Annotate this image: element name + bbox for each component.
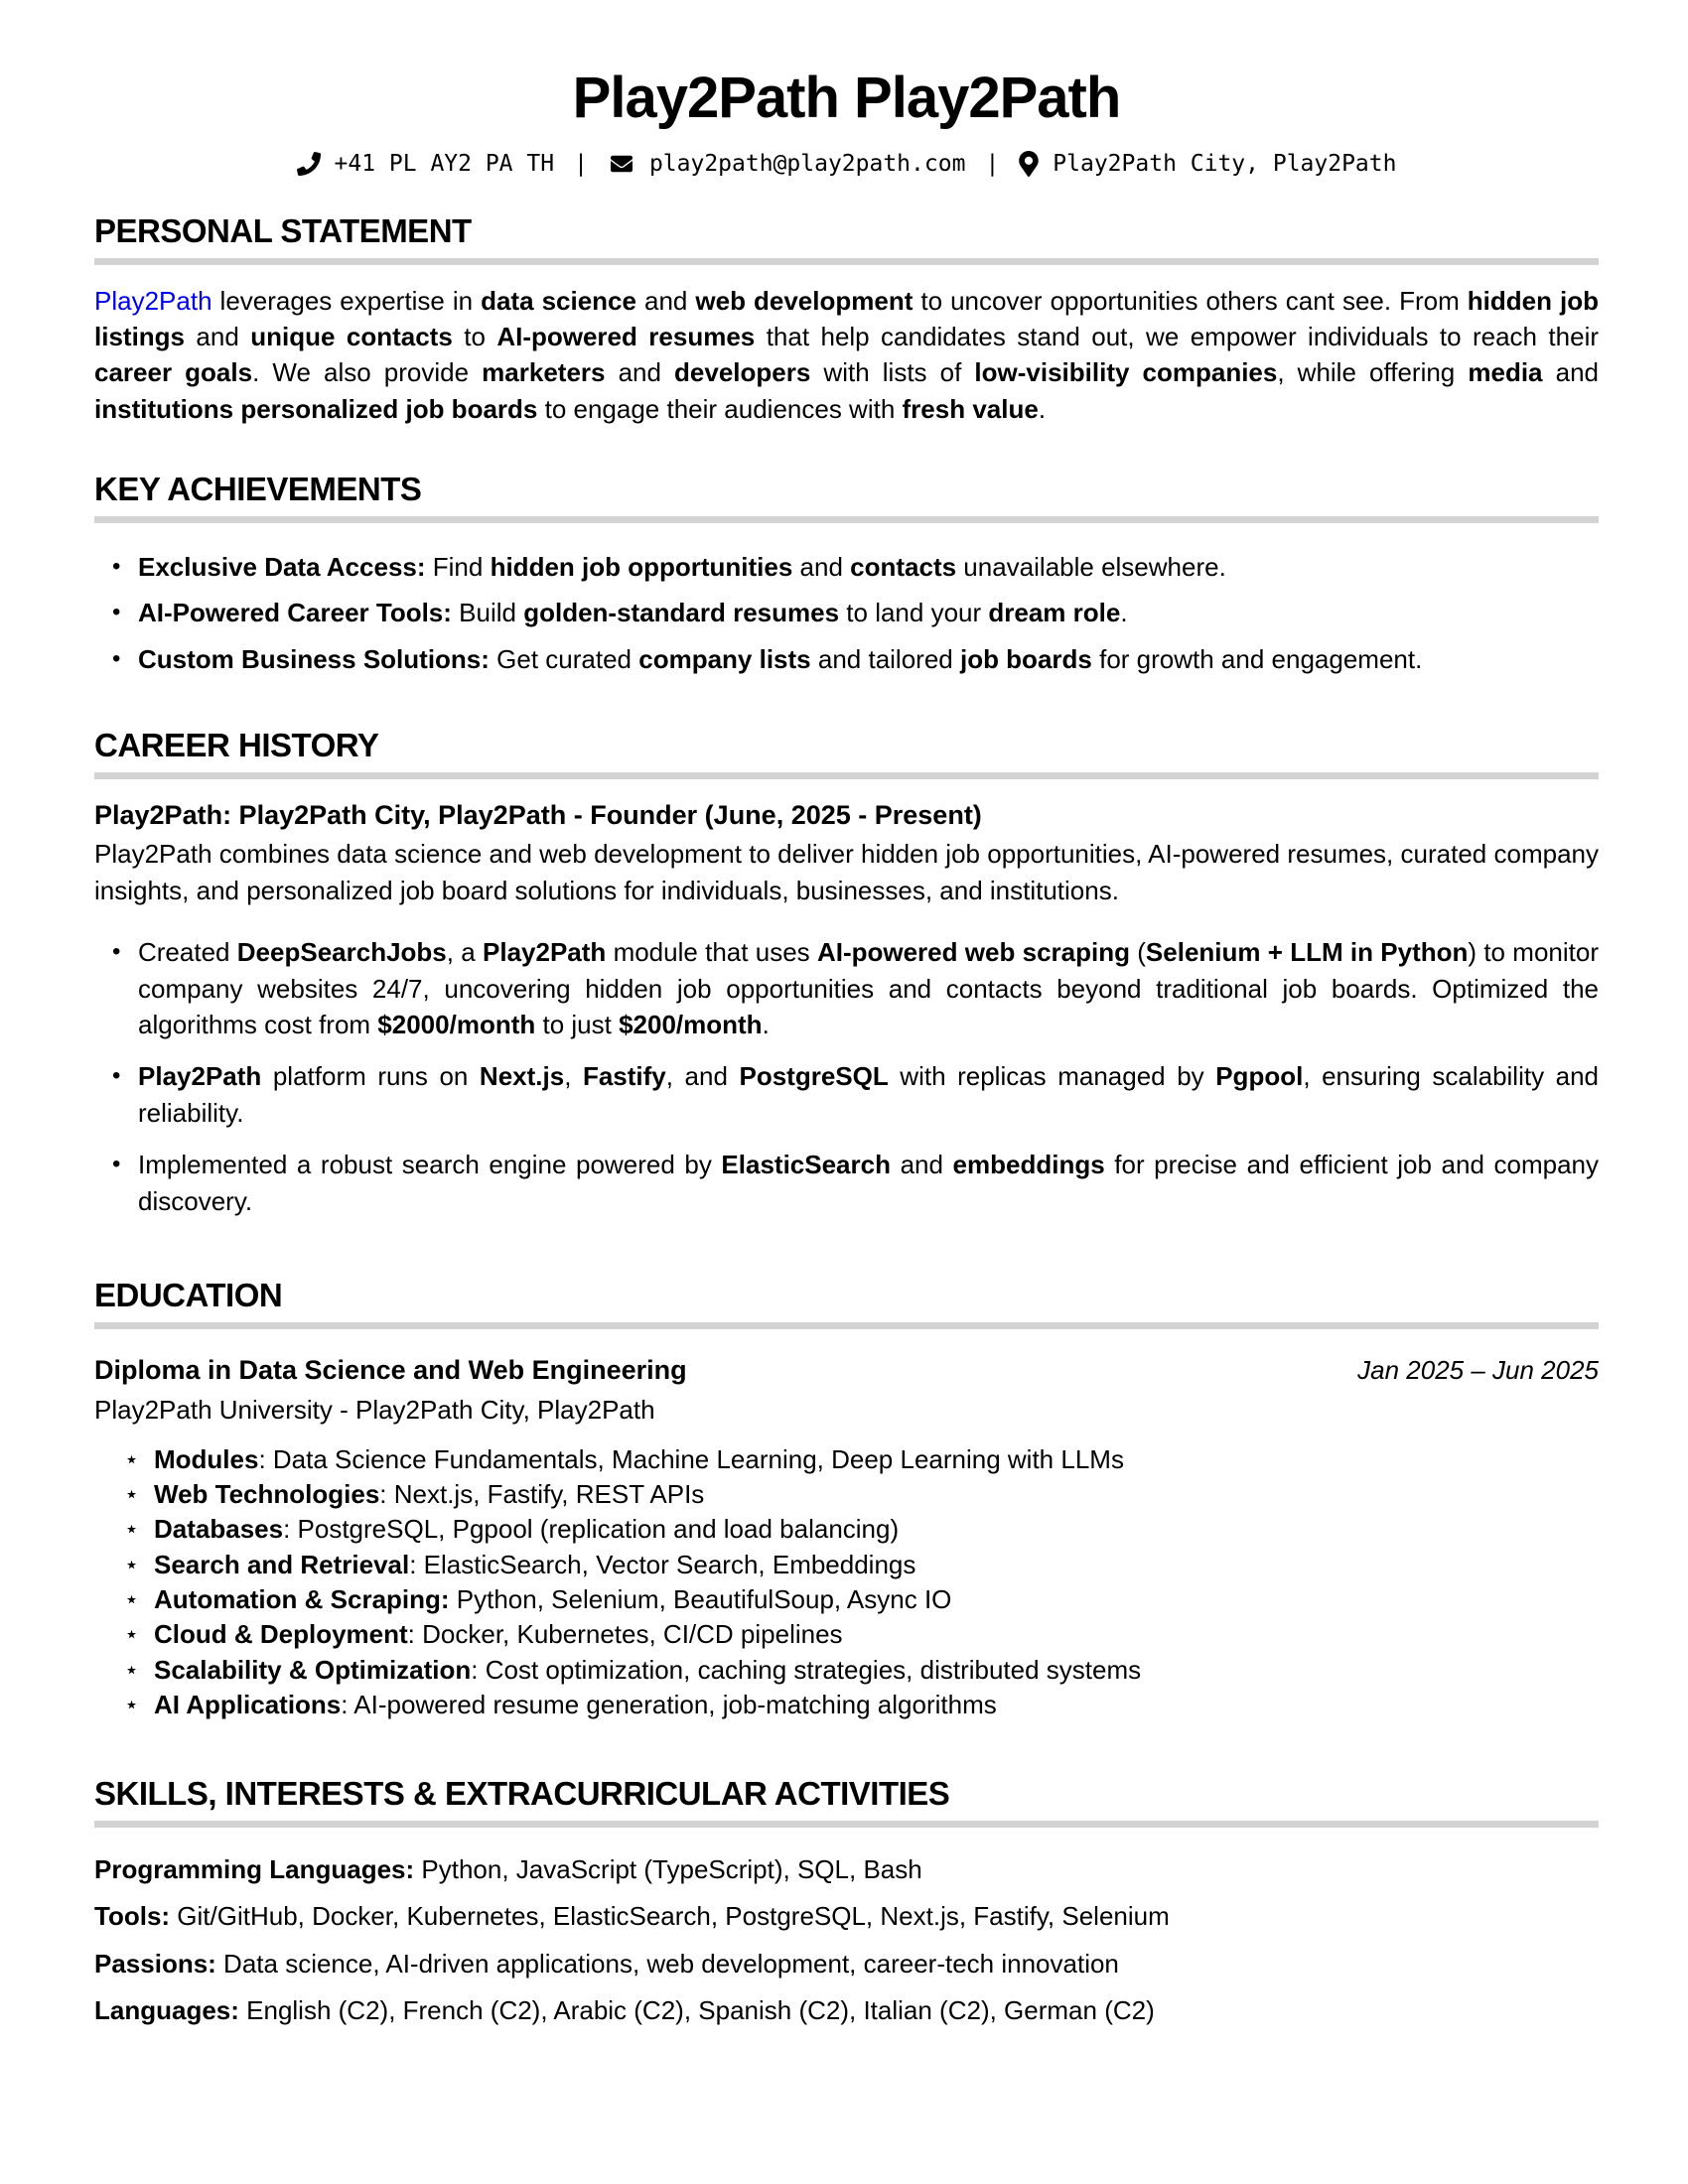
education-bullet: ⋆ Search and Retrieval: ElasticSearch, Vector Search, Embeddings xyxy=(154,1549,1599,1581)
skills-line: Languages: English (C2), French (C2), Arabic (C2), Spanish (C2), Italian (C2), German (C2) xyxy=(94,1994,1155,2025)
section-rule xyxy=(94,516,1599,523)
section-career-history xyxy=(94,729,1599,1219)
achievement-item: • AI-Powered Career Tools: Build golden-standard resumes to land your dream role. xyxy=(138,595,1599,630)
education-bullet: ⋆ Modules: Data Science Fundamentals, Machine Learning, Deep Learning with LLMs xyxy=(154,1443,1599,1476)
contact-line xyxy=(94,151,1599,177)
section-key-achievements xyxy=(94,473,1599,677)
education-heading-row xyxy=(94,1355,1599,1386)
education-bullet: ⋆ Web Technologies: Next.js, Fastify, REST APIs xyxy=(154,1478,1599,1511)
career-bullet: • Play2Path platform runs on Next.js, Fastify, and PostgreSQL with replicas managed by Pgpool, ensuring scalability and reliability. xyxy=(138,1058,1599,1131)
education-bullet: ⋆ AI Applications: AI-powered resume generation, job-matching algorithms xyxy=(154,1689,1599,1721)
contact-phone: +41 PL AY2 PA TH xyxy=(334,151,555,177)
contact-separator: | xyxy=(574,151,588,177)
personal-statement-title: PERSONAL STATEMENT xyxy=(94,212,472,249)
degree-title: Diploma in Data Science and Web Engineering xyxy=(94,1354,687,1385)
career-bullet: • Created DeepSearchJobs, a Play2Path module that uses AI-powered web scraping (Selenium + LLM in Python) to monitor company websites 24/7, uncovering hidden job opportunities and contacts beyond traditional job boards. Optimized the algorithms cost from $2000/month to just $200/month. xyxy=(138,934,1599,1042)
key-achievements-title: KEY ACHIEVEMENTS xyxy=(94,471,422,508)
education-title: EDUCATION xyxy=(94,1276,283,1313)
section-rule xyxy=(94,1821,1599,1828)
envelope-icon xyxy=(608,153,635,175)
section-personal-statement xyxy=(94,214,1599,427)
play2path-link[interactable]: Play2Path xyxy=(94,285,212,316)
contact-email: play2path@play2path.com xyxy=(648,151,966,177)
personal-statement-text: Play2Path leverages expertise in data science and web development to uncover opportunities others cant see. From hidden job listings and unique contacts to AI-powered resumes that help candidates stand out, we empower individuals to reach their career goals. We also provide marketers and developers with lists of low-visibility companies, while offering media and institutions personalized job boards to engage their audiences with fresh value. xyxy=(94,285,1600,424)
skills-line: Tools: Git/GitHub, Docker, Kubernetes, ElasticSearch, PostgreSQL, Next.js, Fastify, Selenium xyxy=(94,1901,1170,1932)
achievement-item: • Custom Business Solutions: Get curated company lists and tailored job boards for growth and engagement. xyxy=(138,641,1599,677)
section-rule xyxy=(94,258,1599,265)
contact-location: Play2Path City, Play2Path xyxy=(1053,151,1397,177)
section-education xyxy=(94,1276,1599,1721)
education-bullet: ⋆ Automation & Scraping: Python, Selenium, BeautifulSoup, Async IO xyxy=(154,1583,1599,1616)
map-pin-icon xyxy=(1019,151,1039,177)
career-bullet-list xyxy=(94,934,1599,1219)
education-bullet: ⋆ Cloud & Deployment: Docker, Kubernetes, CI/CD pipelines xyxy=(154,1618,1599,1651)
key-achievements-list xyxy=(94,549,1599,677)
section-skills xyxy=(94,1777,1599,2028)
section-rule xyxy=(94,772,1599,779)
education-school: Play2Path University - Play2Path City, Play2Path xyxy=(94,1394,655,1425)
education-dates: Jan 2025 – Jun 2025 xyxy=(1357,1354,1599,1385)
career-history-title: CAREER HISTORY xyxy=(94,727,379,764)
education-bullet: ⋆ Scalability & Optimization: Cost optimization, caching strategies, distributed systems xyxy=(154,1654,1599,1687)
education-bullet-list xyxy=(94,1443,1599,1721)
page-title: Play2Path Play2Path xyxy=(572,66,1121,130)
skills-block xyxy=(94,1851,1599,2029)
phone-icon xyxy=(297,152,321,176)
section-rule xyxy=(94,1322,1599,1329)
skills-title: SKILLS, INTERESTS & EXTRACURRICULAR ACTIVITIES xyxy=(94,1775,950,1813)
skills-line: Passions: Data science, AI-driven applications, web development, career-tech innovation xyxy=(94,1948,1119,1979)
skills-line: Programming Languages: Python, JavaScript (TypeScript), SQL, Bash xyxy=(94,1853,922,1884)
education-bullet: ⋆ Databases: PostgreSQL, Pgpool (replication and load balancing) xyxy=(154,1513,1599,1546)
career-bullet: • Implemented a robust search engine powered by ElasticSearch and embeddings for precise and efficient job and company discovery. xyxy=(138,1147,1599,1219)
achievement-item: • Exclusive Data Access: Find hidden job opportunities and contacts unavailable elsewhere. xyxy=(138,549,1599,585)
contact-separator: | xyxy=(985,151,1000,177)
job-summary: Play2Path combines data science and web development to deliver hidden job opportunities, AI-powered resumes, curated company insights, and personalized job board solutions for individuals, businesses, and institutions. xyxy=(94,839,1599,905)
job-title-line: Play2Path: Play2Path City, Play2Path - Founder (June, 2025 - Present) xyxy=(94,799,982,830)
